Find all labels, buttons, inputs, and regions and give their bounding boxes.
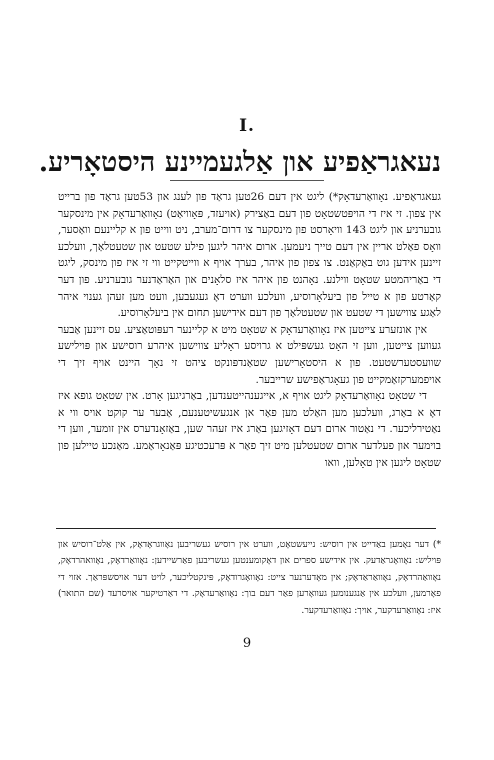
- paragraph-landscape: די שטאָט נאָוואַרעדאָק ליגט אויף א, אייגענהייטענדען, באַרגיגען אָרט. אין שטאָט גופא איז דאָ א באַרג, וועלכען מען האַלט מען פאַר אן אנגעשיטענעם, אַבער ער קוקט אויס ווי א נאַטירליכער. די נאַטור ארום דעם דאָזיגען באַרג איז זעהר שען, באַזאָנדערס אין זומער, ווען די בוימער און פעלדער ארום שטעטלען מיט זיך פאַר א פּרעכטיגע פּאַנאָראַמע. מאַנכע טיילען פון שטאָט ליגען אין טאָלען, וואו: [58, 390, 441, 469]
- footnote-divider: [56, 528, 436, 529]
- footnote: *) דער נאָמען באַדייט אין רוסיש: נייעשטאָט, ווערט אין רוסיש געשריבען נאָווגראָדאָק, אין אַלט־רוסיש און פּויליש: נאָוואָגראַדעק. אין אידישע ספרים און דאָקומענטען געשריבען פאַרשיידען: נאָוואַרדאָק, נאָוואהרדאָק, נאָוואַהרדאָק, נאָוואַראַדאָק; אין מאָדערנער צייט: נאָוואָגרודאָק, פּינקטליכער, לויט דער אויסשפּראַך. אזוי די פאָרמען, וועלכע אין אַנגענומען געוואָרען פאַר דעם בוך: נאָוואַרעדאָק. די דאַרטיקער אויסרעד (שם התואר) איז: נאָוואַרעדקער, אויך: נאָוואַרעדקער.: [58, 540, 441, 616]
- chapter-number: I.: [239, 116, 255, 136]
- paragraph-history: אין אונזערע צייטען איז נאָוואַרעדאָק א שטאָט מיט א קליינער רעפּוטאַציע. עס זיינען אַבער געווען צייטען, ווען זי האָט געשפּילט א גרויסע ראָליע צווישען איהרע רוסישע און פּוילישע שוועסטערשטעט. פון א היסטאָרישען שטאַנדפּונקט ציהט זי נאָך היינט אויף זיך די אויפמערקזאַמקייט פון געאָגראַפישע שרייבער.: [58, 323, 441, 386]
- title-underline: [170, 180, 324, 181]
- page-number: 9: [242, 636, 252, 651]
- paragraph-geography: געאגראַפיע. נאָוואַרעדאָק*) ליגט אין דעם 26טען גראַד פון לענג און 53טען גראַד פון ברייט אין צפון. זי איז די הויפּטשטאָט פון דעם באַצירק (אויעזד, פּאָוויאַט) נאָוואַרעדאָק אין מינסקער גובערניע און ליגט 143 וויאָרסט פון מינסקער צו דרום־מערב, ניט ווייט פון א קליינעם וואַסער, וואָס פאַלט אריין אין דעם טייך ניעמען. ארום איהר ליגען פילע שטעט און שטעטלאַך, וועלכע זיינען אידען גוט באַקאַנט. צו צפון פון איהר, בערך אויף א ווייטקייט ווי זי איז פון מינסק, ליגט די באַריהמטע שטאָט ווילנע. נאָהנט פון איהר איז סלאָנים און האַראַדנער גובערניע. פון דער קאַרטע פון א טייל פון ביעלאָרוסיע, וועלכע ווערט דאָ געגעבען, וועט מען זעהן גענוי איהר לאַגע צווישען די שטעט און שטעטלאַך פון דעם אידישען תחום אין ביעלאָרוסיע.: [58, 191, 441, 320]
- body-text: [58, 189, 441, 471]
- chapter-title: נעאגראַפיע און אַלגעמיינע היסטאָריע.: [38, 147, 441, 178]
